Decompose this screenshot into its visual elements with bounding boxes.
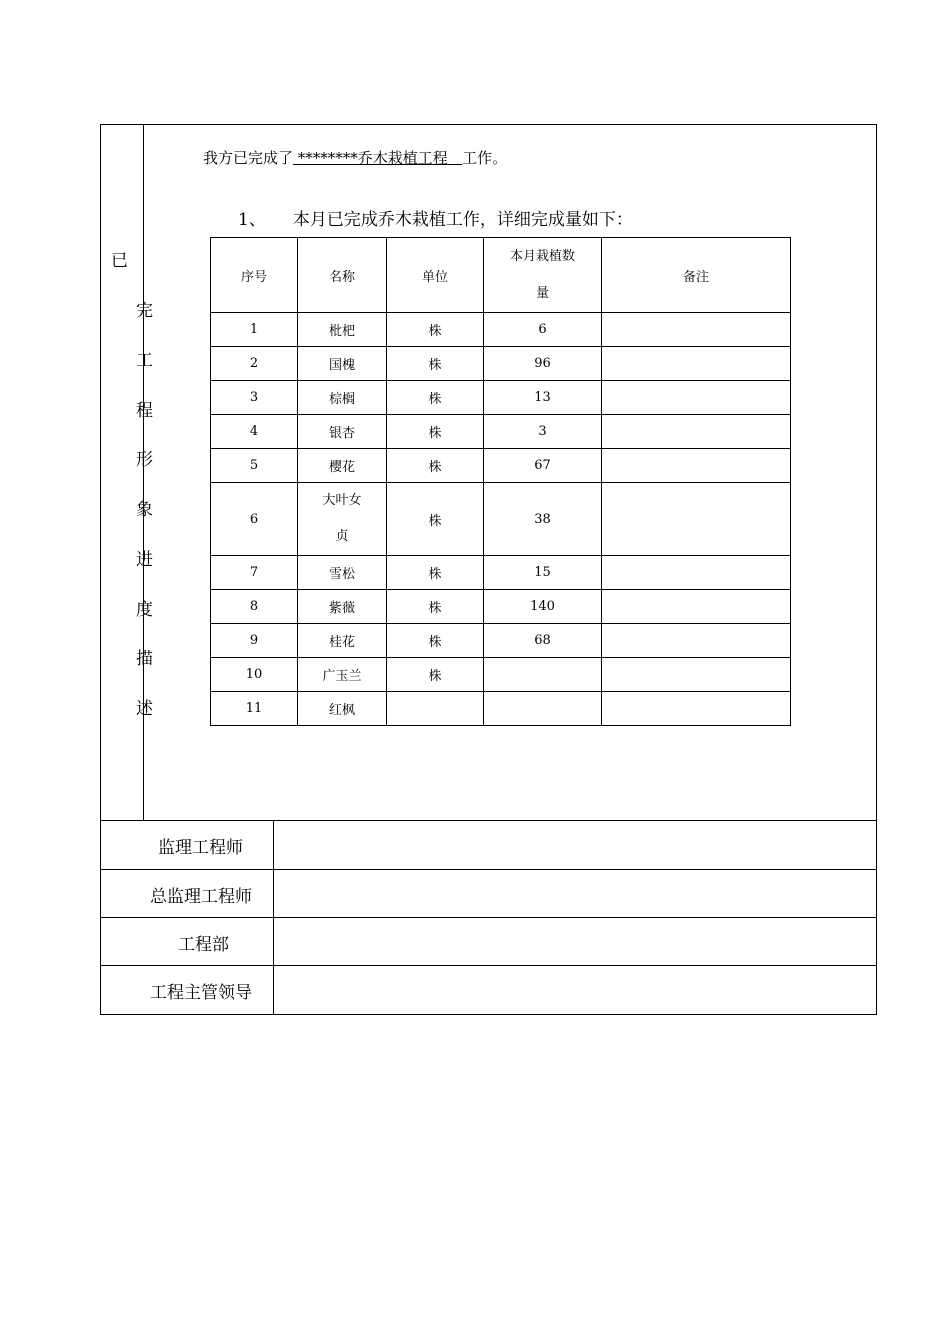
- side-label-char: 述: [136, 699, 153, 719]
- header-unit: 单位: [387, 238, 484, 313]
- header-name: 名称: [298, 238, 387, 313]
- signature-field-supervisor[interactable]: [274, 821, 876, 869]
- table-row: 8 紫薇 株 140: [211, 590, 791, 624]
- table-row: 7 雪松 株 15: [211, 556, 791, 590]
- frame-top-border: [100, 124, 877, 125]
- planting-table: [210, 237, 791, 726]
- table-row: 2 国槐 株 96: [211, 347, 791, 381]
- signature-field-engineering-lead[interactable]: [274, 966, 876, 1014]
- signature-label-supervisor: 监理工程师: [158, 838, 243, 858]
- table-row: 6 大叶女 贞 株 38: [211, 483, 791, 556]
- side-label-top-char: 已: [111, 251, 128, 271]
- side-label-char: 象: [136, 500, 153, 520]
- side-label-char: 描: [136, 649, 153, 669]
- side-label-char: 度: [136, 600, 153, 620]
- table-row: 11 红枫: [211, 692, 791, 726]
- table-row: 10 广玉兰 株: [211, 658, 791, 692]
- table-row: 4 银杏 株 3: [211, 415, 791, 449]
- table-row: 1 枇杷 株 6: [211, 313, 791, 347]
- frame-right-border: [876, 124, 877, 1015]
- intro-prefix: 我方已完成了: [203, 149, 294, 167]
- signature-label-engineering-lead: 工程主管领导: [150, 983, 252, 1003]
- table-row: 5 樱花 株 67: [211, 449, 791, 483]
- table-row: 9 桂花 株 68: [211, 624, 791, 658]
- side-label-char: 工: [136, 351, 153, 371]
- side-label-char: 完: [136, 301, 153, 321]
- table-row: 3 棕榈 株 13: [211, 381, 791, 415]
- side-label-char: 形: [136, 450, 153, 470]
- frame-left-border: [100, 124, 101, 1015]
- frame-bottom-border: [100, 1014, 877, 1015]
- header-seq: 序号: [211, 238, 298, 313]
- intro-sentence: [203, 147, 507, 168]
- item-1-number: 1、: [238, 210, 266, 230]
- intro-suffix: 工作。: [462, 149, 508, 167]
- signature-label-engineering-dept: 工程部: [178, 935, 229, 955]
- item-1: [238, 205, 633, 230]
- header-remark: 备注: [602, 238, 791, 313]
- side-label-char: 程: [136, 401, 153, 421]
- signature-field-engineering-dept[interactable]: [274, 918, 876, 965]
- signature-label-chief-supervisor: 总监理工程师: [150, 887, 252, 907]
- signature-field-chief-supervisor[interactable]: [274, 870, 876, 917]
- side-label-char: 进: [136, 550, 153, 570]
- table-header-row: [211, 238, 791, 313]
- item-1-text: 本月已完成乔木栽植工作，详细完成量如下：: [292, 210, 633, 230]
- intro-project-name: ********乔木栽植工程: [297, 149, 448, 167]
- header-qty: 本月栽植数 量: [484, 238, 602, 313]
